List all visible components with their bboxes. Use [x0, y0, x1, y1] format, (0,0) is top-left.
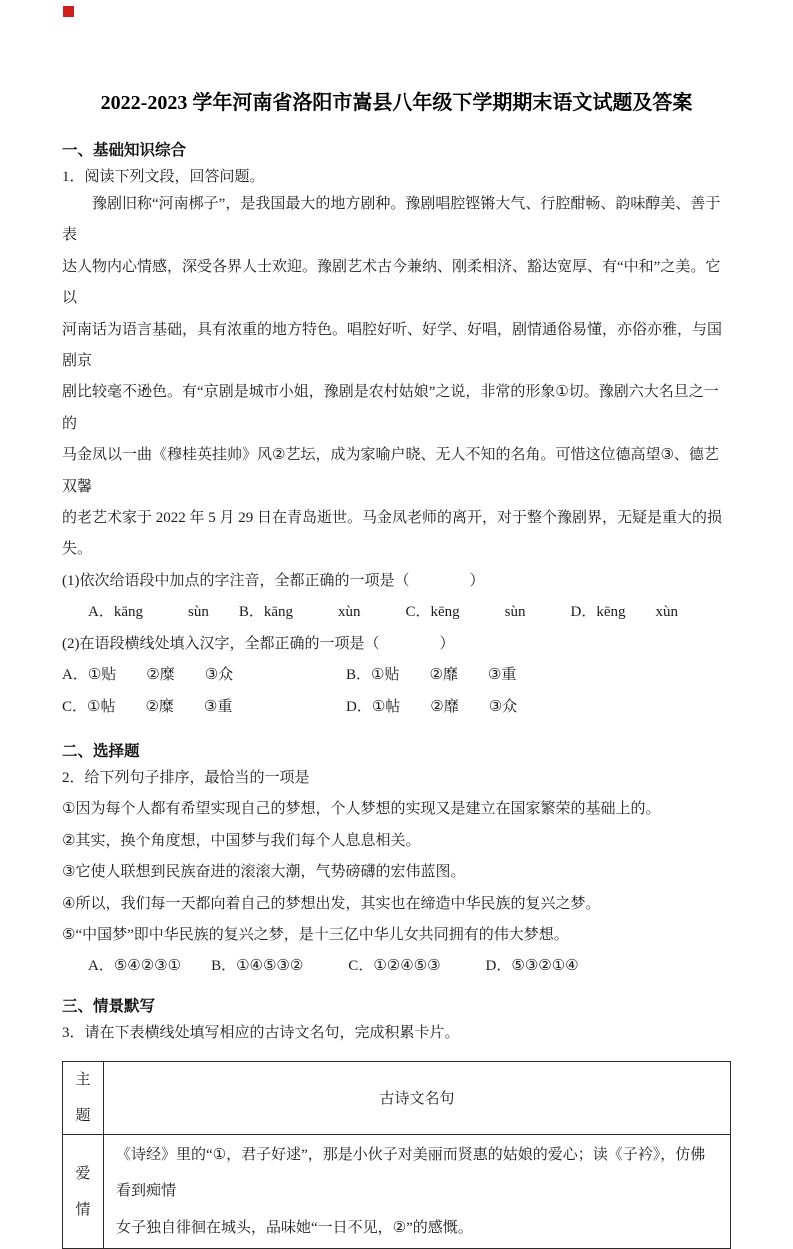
table-header-row [63, 1061, 731, 1134]
sentence-item: ②其实，换个角度想，中国梦与我们每个人息息相关。 [62, 832, 421, 849]
option-d: D．①帖 ②靡 ③众 [346, 698, 518, 715]
passage-text: 马金凤以一曲《穆桂英挂帅》风②艺坛，成为家喻户晓、无人不知的名角。可惜这位德高望③、德艺双馨 [62, 447, 719, 495]
row-content-line: 《诗经》里的“①，君子好逑”，那是小伙子对美丽而贤惠的姑娘的爱心；读《子衿》，仿佛看到痴情 [116, 1146, 706, 1200]
sentence-item: ①因为每个人都有希望实现自己的梦想，个人梦想的实现又是建立在国家繁荣的基础上的。 [62, 801, 661, 818]
passage-text: 色。有“京剧是城市小姐，豫剧是农村姑娘”之说，非常的形象①切。豫剧六大名旦之一的 [62, 384, 719, 432]
table-header-theme [63, 1061, 104, 1134]
section-2-heading: 二、选择题 [62, 742, 140, 760]
passage-line [62, 189, 731, 252]
passage-line [62, 503, 731, 566]
emphasized-char: 逊 • [137, 384, 152, 400]
question-3-stem: 3．请在下表横线处填写相应的古诗文名句，完成积累卡片。 [62, 1024, 460, 1041]
row-content-line: 女子独自徘徊在城头，品味她“一日不见，②”的感慨。 [116, 1219, 473, 1236]
question-2-block [62, 763, 731, 983]
passage-text: 剧比较毫不 [62, 384, 138, 401]
emphasized-char: 铿 • [465, 196, 480, 212]
red-marker [63, 6, 74, 17]
accumulation-card-table [62, 1061, 731, 1249]
table-row [63, 1134, 731, 1249]
question-1-2-options-row [62, 692, 731, 723]
question-1-stem: 1．阅读下列文段，回答问题。 [62, 169, 265, 185]
passage-text: 豫剧旧称“河南梆子”，是我国最大的地方剧种。豫剧唱腔 [92, 196, 466, 212]
option-c: C．①帖 ②糜 ③重 [62, 698, 233, 715]
table-header-content: 古诗文名句 [104, 1061, 731, 1134]
theme-header-char: 题 [75, 1107, 91, 1124]
question-2-stem: 2．给下列句子排序，最恰当的一项是 [62, 769, 310, 786]
option-b: B．①贴 ②靡 ③重 [346, 667, 517, 684]
sentence-item: ③它使人联想到民族奋进的滚滚大潮，气势磅礴的宏伟蓝图。 [62, 864, 466, 881]
passage-text: 达人物内心情感，深受各界人士欢迎。豫剧艺术古今兼纳、刚柔相济、豁达宽厚、有“中和”之美。它以 [62, 258, 721, 307]
section-3-heading: 三、情景默写 [62, 997, 156, 1015]
passage-text: 的老艺术家于 2022 年 5 月 29 日在青岛逝世。马金凤老师的离开，对于整个豫剧界，无疑是重大的损失。 [62, 510, 723, 558]
question-1-1-stem: (1)依次给语段中加点的字注音，全都正确的一项是（ ） [62, 572, 485, 589]
sentence-item: ⑤“中国梦”即中华民族的复兴之梦，是十三亿中华儿女共同拥有的伟大梦想。 [62, 926, 569, 943]
row-label-char: 情 [75, 1201, 91, 1218]
row-content-love [104, 1134, 731, 1249]
sentence-item: ④所以，我们每一天都向着自己的梦想出发，其实也在缔造中华民族的复兴之梦。 [62, 895, 601, 912]
passage-line [62, 252, 731, 315]
passage-line [62, 377, 731, 440]
section-1-heading: 一、基础知识综合 [62, 142, 187, 159]
question-1-1-options: A．kāng sùn B．kāng xùn C．kēng sùn D．kēng xùn [88, 604, 678, 621]
question-1-block [62, 189, 731, 723]
question-2-options: A．⑤④②③① B．①④⑤③② C．①②④⑤③ D．⑤③②①④ [88, 958, 579, 975]
theme-header-char: 主 [75, 1071, 91, 1088]
passage-line [62, 315, 731, 378]
page-title: 2022-2023 学年河南省洛阳市嵩县八年级下学期期末语文试题及答案 [100, 92, 693, 114]
passage-line [62, 440, 731, 503]
question-1-2-stem: (2)在语段横线处填入汉字，全都正确的一项是（ ） [62, 635, 455, 652]
passage-text: 河南话为语言基础，具有浓重的地方特色。唱腔好听、好学、好唱，剧情通俗易懂，亦俗亦雅，与国剧京 [62, 321, 723, 370]
passage-text: 锵大气、行腔酣畅、韵味醇美、善于表 [62, 196, 721, 244]
question-1-2-options-row [62, 660, 731, 691]
option-a: A．①贴 ②糜 ③众 [62, 667, 234, 684]
row-label-love [63, 1134, 104, 1249]
row-label-char: 爱 [75, 1165, 91, 1182]
